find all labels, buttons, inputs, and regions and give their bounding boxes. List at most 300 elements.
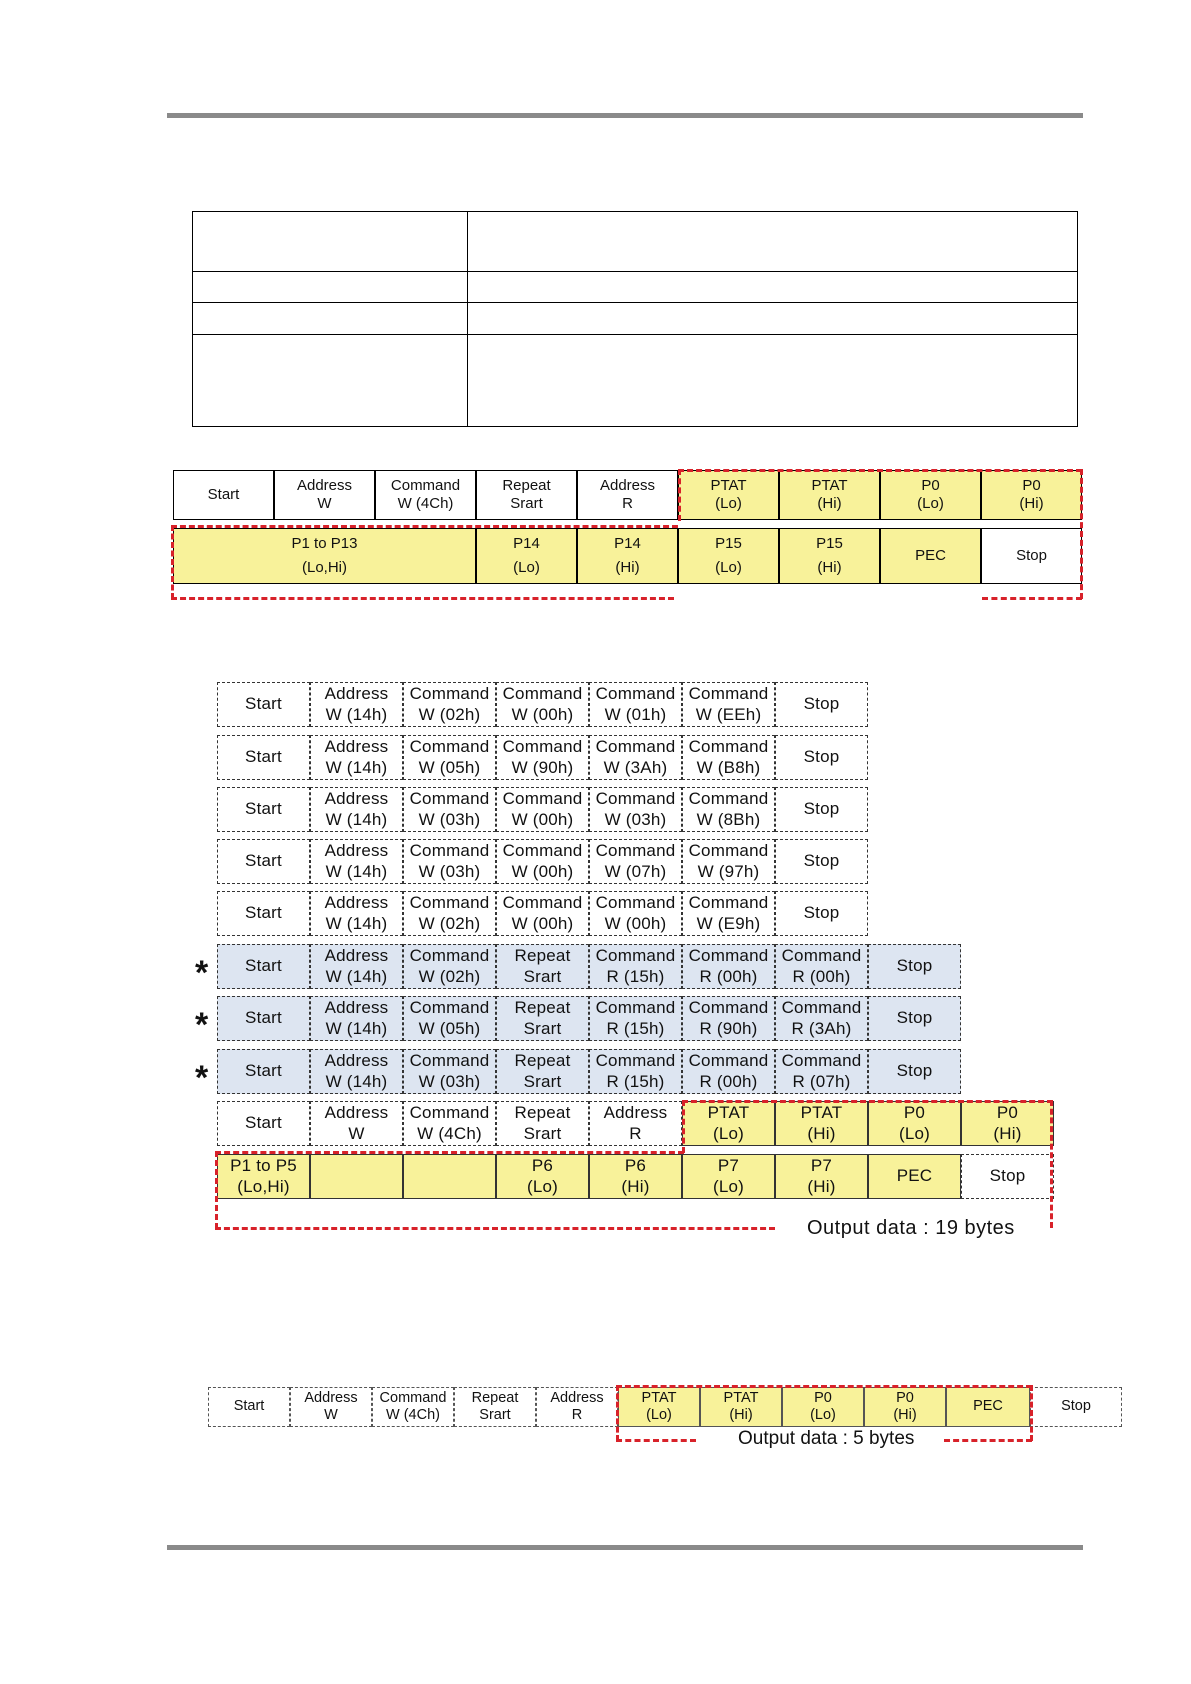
cell-text: P1 to P5 bbox=[230, 1156, 297, 1176]
cell-text: PTAT bbox=[641, 1389, 677, 1406]
frame-cell-command-w-03h bbox=[589, 787, 682, 832]
cell-text: (Lo) bbox=[715, 559, 742, 576]
cell-text: P15 bbox=[816, 535, 843, 552]
frame-cell-command-w-e9h bbox=[682, 891, 775, 936]
cell-text: W (07h) bbox=[604, 861, 667, 881]
cell-text: R (90h) bbox=[699, 1018, 758, 1038]
frame-cell-command-r-00h bbox=[682, 1049, 775, 1094]
cell-text: (Hi) bbox=[615, 559, 640, 576]
cell-text: R bbox=[629, 1123, 642, 1143]
cell-text: P6 bbox=[624, 1156, 647, 1176]
cell-text: Address bbox=[324, 1103, 389, 1123]
cell-text: (Lo) bbox=[712, 1123, 745, 1143]
cell-text: Address bbox=[324, 841, 389, 861]
frame-cell-p15-lo bbox=[678, 528, 779, 584]
cell-text: Srart bbox=[510, 495, 543, 512]
frame-cell-start bbox=[217, 735, 310, 780]
cell-text: W (14h) bbox=[325, 704, 388, 724]
frame-cell-p7-lo bbox=[682, 1154, 775, 1199]
cell-text: W (EEh) bbox=[695, 704, 762, 724]
cell-text: W bbox=[317, 495, 332, 512]
frame-cell-address-w-14h bbox=[310, 735, 403, 780]
frame-cell-command-w-05h bbox=[403, 996, 496, 1041]
cell-text: Srart bbox=[523, 1018, 562, 1038]
cell-text: Repeat bbox=[514, 1051, 571, 1071]
cell-text: (Lo) bbox=[917, 495, 944, 512]
cell-text: Command bbox=[595, 684, 676, 704]
asterisk-marker: * bbox=[195, 954, 209, 992]
cell-text: Start bbox=[245, 903, 282, 923]
cell-text: P0 bbox=[996, 1103, 1019, 1123]
frame-cell-command-w-4ch bbox=[403, 1101, 496, 1146]
output-outline-bottom bbox=[171, 597, 674, 600]
cell-text: (Lo) bbox=[712, 1176, 745, 1196]
cell-text: Command bbox=[409, 789, 490, 809]
frame-cell-command-w-07h bbox=[589, 839, 682, 884]
frame-cell-address-w-14h bbox=[310, 1049, 403, 1094]
cell-text: W (B8h) bbox=[696, 757, 761, 777]
frame-cell-start bbox=[217, 839, 310, 884]
cell-text: Start bbox=[233, 1398, 265, 1415]
info-value-cell bbox=[468, 212, 1078, 272]
frame-cell-stop bbox=[868, 944, 961, 989]
cell-text: Command bbox=[781, 998, 862, 1018]
cell-text: R (15h) bbox=[606, 1018, 665, 1038]
cell-text: Stop bbox=[1061, 1398, 1091, 1415]
frame-cell-address-r bbox=[589, 1101, 682, 1146]
frame-cell-ptat-lo bbox=[678, 470, 779, 520]
frame-cell-start bbox=[217, 891, 310, 936]
frame-cell-p0-lo bbox=[868, 1101, 961, 1146]
cell-text: Start bbox=[245, 956, 282, 976]
footer-rule bbox=[167, 1545, 1083, 1550]
cell-text: Command bbox=[688, 946, 769, 966]
cell-text: W (00h) bbox=[511, 861, 574, 881]
frame-cell-stop bbox=[961, 1154, 1054, 1199]
frame-cell-address-w-14h bbox=[310, 682, 403, 727]
cell-text: Command bbox=[409, 841, 490, 861]
frame-cell-command-r-00h bbox=[775, 944, 868, 989]
frame-cell-stop bbox=[1030, 1387, 1122, 1427]
cell-text: W (01h) bbox=[604, 704, 667, 724]
cell-text: W (03h) bbox=[418, 861, 481, 881]
cell-text: PEC bbox=[915, 547, 946, 564]
cell-text: Command bbox=[781, 1051, 862, 1071]
output-outline-left-upper bbox=[678, 469, 681, 521]
cell-text: W bbox=[348, 1123, 365, 1143]
cell-text: Command bbox=[409, 1051, 490, 1071]
cell-text: Command bbox=[595, 893, 676, 913]
cell-text: W (14h) bbox=[325, 913, 388, 933]
cell-text: P0 bbox=[921, 477, 940, 494]
cell-text: PTAT bbox=[800, 1103, 843, 1123]
frame-cell-command-w-3ah bbox=[589, 735, 682, 780]
frame-cell-stop bbox=[868, 996, 961, 1041]
cell-text: Stop bbox=[989, 1166, 1026, 1186]
cell-text: W (00h) bbox=[604, 913, 667, 933]
frame-cell-stop bbox=[775, 735, 868, 780]
frame-cell-ptat-hi bbox=[779, 470, 880, 520]
cell-text: P7 bbox=[810, 1156, 833, 1176]
cell-text: Stop bbox=[896, 1008, 933, 1028]
cell-text: W (14h) bbox=[325, 861, 388, 881]
cell-text: Command bbox=[379, 1389, 447, 1406]
cell-text: Address bbox=[296, 477, 353, 494]
cell-text: Command bbox=[390, 477, 461, 494]
cell-text: Start bbox=[245, 747, 282, 767]
frame-cell-command-w-8bh bbox=[682, 787, 775, 832]
frame-cell-address-w bbox=[310, 1101, 403, 1146]
cell-text: W (4Ch) bbox=[397, 495, 454, 512]
cell-text: P0 bbox=[896, 1389, 914, 1406]
frame-cell-command-w-4ch bbox=[372, 1387, 454, 1427]
frame-cell-start bbox=[217, 944, 310, 989]
output-outline-mid bbox=[215, 1151, 684, 1154]
cell-text: Address bbox=[324, 893, 389, 913]
cell-text: Command bbox=[502, 893, 583, 913]
cell-text: PEC bbox=[896, 1166, 933, 1186]
cell-text: Stop bbox=[1016, 547, 1047, 564]
cell-text: R (00h) bbox=[699, 1071, 758, 1091]
cell-text: (Hi) bbox=[893, 1407, 917, 1423]
cell-text: Srart bbox=[523, 1071, 562, 1091]
frame-cell-repeat-srart bbox=[496, 1101, 589, 1146]
frame-cell-command-r-3ah bbox=[775, 996, 868, 1041]
cell-text: Address bbox=[324, 684, 389, 704]
frame-cell-p0-lo bbox=[880, 470, 981, 520]
frame-cell-repeat-srart bbox=[476, 470, 577, 520]
frame-cell-command-w-90h bbox=[496, 735, 589, 780]
cell-text: Command bbox=[502, 684, 583, 704]
cell-text: (Lo) bbox=[810, 1407, 836, 1423]
cell-text: W (4Ch) bbox=[417, 1123, 482, 1143]
cell-text: Command bbox=[409, 684, 490, 704]
frame-cell-start bbox=[217, 1101, 310, 1146]
cell-text: P1 to P13 bbox=[291, 535, 358, 552]
cell-text: (Hi) bbox=[729, 1407, 753, 1423]
frame-cell-command-w-00h bbox=[589, 891, 682, 936]
cell-text: Command bbox=[409, 998, 490, 1018]
cell-text: Address bbox=[599, 477, 656, 494]
cell-text: Command bbox=[688, 1051, 769, 1071]
cell-text: P7 bbox=[717, 1156, 740, 1176]
cell-text: W (05h) bbox=[418, 757, 481, 777]
cell-text: Start bbox=[245, 799, 282, 819]
frame-cell-command-w-03h bbox=[403, 839, 496, 884]
output-note-19-bytes: Output data : 19 bytes bbox=[807, 1217, 1015, 1239]
cell-text: Command bbox=[688, 998, 769, 1018]
output-outline-right bbox=[1050, 1100, 1053, 1228]
frame-cell-start bbox=[173, 470, 274, 520]
output-outline-top bbox=[682, 1100, 1053, 1103]
cell-text: W (00h) bbox=[511, 704, 574, 724]
frame-cell-command-r-00h bbox=[682, 944, 775, 989]
frame-cell-p14-lo bbox=[476, 528, 577, 584]
output-outline-bottom-right bbox=[944, 1439, 1032, 1442]
cell-text: Command bbox=[502, 737, 583, 757]
cell-text: (Hi) bbox=[1019, 495, 1044, 512]
output-outline-bottom-right bbox=[982, 597, 1082, 600]
cell-text: (Lo) bbox=[715, 495, 742, 512]
cell-text: (Hi) bbox=[621, 1176, 650, 1196]
output-outline-top bbox=[678, 469, 1082, 472]
cell-text: R bbox=[571, 1407, 583, 1423]
cell-text: (Hi) bbox=[807, 1176, 836, 1196]
cell-text: W (97h) bbox=[697, 861, 760, 881]
cell-text: Address bbox=[324, 1051, 389, 1071]
output-outline-left bbox=[215, 1151, 218, 1229]
frame-cell-blank bbox=[403, 1154, 496, 1199]
cell-text: P6 bbox=[531, 1156, 554, 1176]
cell-text: W bbox=[324, 1407, 338, 1423]
frame-cell-p6-lo bbox=[496, 1154, 589, 1199]
cell-text: W (14h) bbox=[325, 1018, 388, 1038]
frame-cell-address-w bbox=[274, 470, 375, 520]
frame-cell-command-w-03h bbox=[403, 1049, 496, 1094]
cell-text: R (3Ah) bbox=[791, 1018, 852, 1038]
frame-cell-command-w-01h bbox=[589, 682, 682, 727]
frame-cell-stop bbox=[775, 891, 868, 936]
frame-cell-start bbox=[217, 996, 310, 1041]
frame-cell-repeat-srart bbox=[454, 1387, 536, 1427]
frame-cell-address-w bbox=[290, 1387, 372, 1427]
frame-cell-p14-hi bbox=[577, 528, 678, 584]
frame-cell-ptat-hi bbox=[775, 1101, 868, 1146]
cell-text: Command bbox=[502, 789, 583, 809]
output-outline-bottom bbox=[215, 1227, 775, 1230]
frame-cell-repeat-srart bbox=[496, 944, 589, 989]
cell-text: Repeat bbox=[471, 1389, 519, 1406]
frame-cell-command-w-02h bbox=[403, 944, 496, 989]
frame-cell-address-r bbox=[536, 1387, 618, 1427]
frame-cell-p0-hi bbox=[981, 470, 1082, 520]
info-key-cell bbox=[193, 212, 468, 272]
frame-cell-stop bbox=[868, 1049, 961, 1094]
cell-text: PTAT bbox=[811, 477, 848, 494]
cell-text: R (15h) bbox=[606, 1071, 665, 1091]
frame-cell-command-r-15h bbox=[589, 944, 682, 989]
cell-text: (Lo) bbox=[513, 559, 540, 576]
frame-cell-command-w-00h bbox=[496, 682, 589, 727]
cell-text: W (14h) bbox=[325, 757, 388, 777]
cell-text: PTAT bbox=[723, 1389, 759, 1406]
frame-cell-command-r-15h bbox=[589, 996, 682, 1041]
cell-text: Srart bbox=[479, 1407, 511, 1423]
frame-cell-stop bbox=[775, 839, 868, 884]
frame-cell-command-r-07h bbox=[775, 1049, 868, 1094]
frame-cell-stop bbox=[981, 528, 1082, 584]
cell-text: P15 bbox=[715, 535, 742, 552]
cell-text: Command bbox=[409, 893, 490, 913]
output-note-5-bytes: Output data : 5 bytes bbox=[734, 1428, 918, 1450]
frame-cell-p1-to-p5-lo-hi bbox=[217, 1154, 310, 1199]
output-outline-right bbox=[1030, 1385, 1033, 1441]
cell-text: Address bbox=[324, 737, 389, 757]
cell-text: W (05h) bbox=[418, 1018, 481, 1038]
cell-text: Start bbox=[245, 1113, 282, 1133]
cell-text: Command bbox=[688, 841, 769, 861]
cell-text: Address bbox=[550, 1389, 604, 1406]
cell-text: Command bbox=[595, 998, 676, 1018]
frame-cell-command-w-4ch bbox=[375, 470, 476, 520]
cell-text: W (00h) bbox=[511, 809, 574, 829]
cell-text: P14 bbox=[614, 535, 641, 552]
cell-text: Start bbox=[207, 486, 240, 503]
frame-cell-stop bbox=[775, 787, 868, 832]
cell-text: W (E9h) bbox=[696, 913, 761, 933]
frame-cell-p1-to-p13-lo-hi bbox=[173, 528, 476, 584]
cell-text: W (90h) bbox=[511, 757, 574, 777]
frame-cell-address-w-14h bbox=[310, 944, 403, 989]
frame-cell-repeat-srart bbox=[496, 996, 589, 1041]
cell-text: W (03h) bbox=[418, 809, 481, 829]
frame-cell-command-w-00h bbox=[496, 839, 589, 884]
cell-text: W (14h) bbox=[325, 1071, 388, 1091]
cell-text: (Hi) bbox=[817, 559, 842, 576]
cell-text: Start bbox=[245, 851, 282, 871]
frame-cell-stop bbox=[775, 682, 868, 727]
cell-text: Command bbox=[595, 946, 676, 966]
cell-text: W (4Ch) bbox=[386, 1407, 440, 1423]
cell-text: Command bbox=[409, 737, 490, 757]
cell-text: (Hi) bbox=[817, 495, 842, 512]
cell-text: Repeat bbox=[502, 477, 551, 494]
frame-cell-start bbox=[217, 682, 310, 727]
info-key-cell bbox=[193, 272, 468, 303]
cell-text: W (14h) bbox=[325, 966, 388, 986]
cell-text: Stop bbox=[896, 1061, 933, 1081]
cell-text: Command bbox=[409, 946, 490, 966]
cell-text: Repeat bbox=[514, 1103, 571, 1123]
cell-text: (Hi) bbox=[807, 1123, 836, 1143]
info-key-cell bbox=[193, 303, 468, 335]
cell-text: PTAT bbox=[707, 1103, 750, 1123]
cell-text: Command bbox=[781, 946, 862, 966]
frame-cell-command-w-05h bbox=[403, 735, 496, 780]
frame-cell-ptat-lo bbox=[682, 1101, 775, 1146]
cell-text: Address bbox=[324, 789, 389, 809]
frame-cell-p0-hi bbox=[961, 1101, 1054, 1146]
frame-cell-start bbox=[217, 787, 310, 832]
cell-text: R bbox=[622, 495, 633, 512]
frame-cell-pec bbox=[946, 1387, 1030, 1427]
frame-cell-command-w-02h bbox=[403, 891, 496, 936]
asterisk-marker: * bbox=[195, 1059, 209, 1097]
cell-text: Command bbox=[688, 684, 769, 704]
info-value-cell bbox=[468, 303, 1078, 335]
info-table bbox=[192, 211, 1078, 427]
cell-text: Command bbox=[409, 1103, 490, 1123]
cell-text: Start bbox=[245, 694, 282, 714]
frame-cell-pec bbox=[880, 528, 981, 584]
frame-cell-command-w-02h bbox=[403, 682, 496, 727]
cell-text: W (00h) bbox=[511, 913, 574, 933]
cell-text: Address bbox=[324, 998, 389, 1018]
info-value-cell bbox=[468, 272, 1078, 303]
output-outline-left-upper bbox=[682, 1100, 685, 1153]
frame-cell-address-r bbox=[577, 470, 678, 520]
cell-text: R (07h) bbox=[792, 1071, 851, 1091]
cell-text: Address bbox=[304, 1389, 358, 1406]
cell-text: Command bbox=[595, 1051, 676, 1071]
cell-text: Stop bbox=[803, 903, 840, 923]
frame-cell-p6-hi bbox=[589, 1154, 682, 1199]
cell-text: Stop bbox=[803, 851, 840, 871]
frame-cell-command-w-00h bbox=[496, 891, 589, 936]
cell-text: Command bbox=[502, 841, 583, 861]
cell-text: P14 bbox=[513, 535, 540, 552]
cell-text: (Lo) bbox=[898, 1123, 931, 1143]
cell-text: (Lo,Hi) bbox=[237, 1176, 290, 1196]
output-outline-mid bbox=[171, 525, 678, 528]
cell-text: W (02h) bbox=[418, 913, 481, 933]
frame-cell-p7-hi bbox=[775, 1154, 868, 1199]
cell-text: Start bbox=[245, 1061, 282, 1081]
frame-cell-command-w-00h bbox=[496, 787, 589, 832]
cell-text: Command bbox=[595, 737, 676, 757]
cell-text: Address bbox=[603, 1103, 668, 1123]
cell-text: Command bbox=[688, 893, 769, 913]
cell-text: W (02h) bbox=[418, 704, 481, 724]
cell-text: Command bbox=[595, 841, 676, 861]
output-outline-step bbox=[678, 519, 681, 521]
cell-text: R (15h) bbox=[606, 966, 665, 986]
frame-cell-address-w-14h bbox=[310, 891, 403, 936]
frame-cell-ptat-hi bbox=[700, 1387, 782, 1427]
cell-text: (Lo) bbox=[526, 1176, 559, 1196]
header-rule bbox=[167, 113, 1083, 118]
asterisk-marker: * bbox=[195, 1006, 209, 1044]
frame-cell-pec bbox=[868, 1154, 961, 1199]
cell-text: P0 bbox=[1022, 477, 1041, 494]
cell-text: Stop bbox=[803, 694, 840, 714]
cell-text: Srart bbox=[523, 1123, 562, 1143]
cell-text: Command bbox=[688, 737, 769, 757]
cell-text: W (8Bh) bbox=[696, 809, 761, 829]
cell-text: R (00h) bbox=[792, 966, 851, 986]
frame-cell-command-w-97h bbox=[682, 839, 775, 884]
output-outline-left bbox=[616, 1385, 619, 1441]
frame-cell-p0-lo bbox=[782, 1387, 864, 1427]
frame-cell-command-r-90h bbox=[682, 996, 775, 1041]
frame-cell-start bbox=[208, 1387, 290, 1427]
frame-cell-repeat-srart bbox=[496, 1049, 589, 1094]
frame-cell-address-w-14h bbox=[310, 996, 403, 1041]
cell-text: (Lo,Hi) bbox=[301, 559, 347, 576]
cell-text: R (00h) bbox=[699, 966, 758, 986]
frame-cell-command-w-b8h bbox=[682, 735, 775, 780]
cell-text: W (03h) bbox=[604, 809, 667, 829]
cell-text: Repeat bbox=[514, 998, 571, 1018]
frame-cell-p0-hi bbox=[864, 1387, 946, 1427]
cell-text: P0 bbox=[903, 1103, 926, 1123]
output-outline-bottom-left bbox=[616, 1439, 696, 1442]
cell-text: Repeat bbox=[514, 946, 571, 966]
frame-cell-address-w-14h bbox=[310, 787, 403, 832]
frame-cell-command-w-eeh bbox=[682, 682, 775, 727]
frame-cell-command-w-03h bbox=[403, 787, 496, 832]
cell-text: W (3Ah) bbox=[603, 757, 668, 777]
frame-cell-blank bbox=[310, 1154, 403, 1199]
cell-text: PEC bbox=[973, 1398, 1003, 1415]
frame-cell-address-w-14h bbox=[310, 839, 403, 884]
cell-text: (Lo) bbox=[646, 1407, 672, 1423]
cell-text: Stop bbox=[803, 747, 840, 767]
cell-text: P0 bbox=[814, 1389, 832, 1406]
output-outline-right bbox=[1080, 469, 1083, 599]
cell-text: PTAT bbox=[710, 477, 747, 494]
frame-cell-p15-hi bbox=[779, 528, 880, 584]
